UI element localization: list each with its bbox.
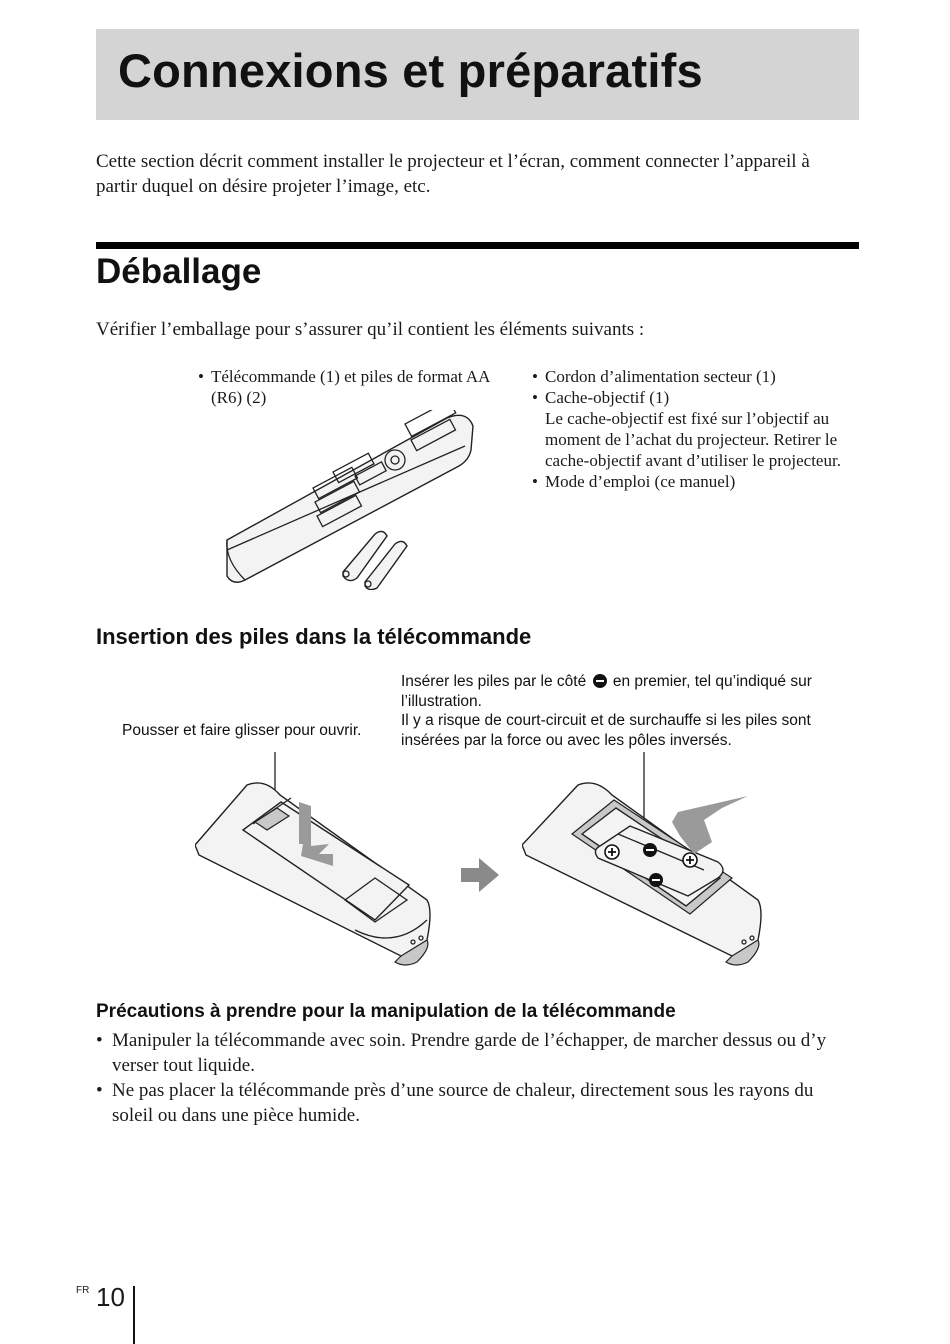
contents-item-remote: • Télécommande (1) et piles de format AA (R6) (2) xyxy=(198,366,508,408)
contents-list-right xyxy=(532,366,862,492)
caption-insert-part-b: en premier, tel qu’indiqué sur l’illustration. xyxy=(401,673,812,710)
lens-cap-label: Cache-objectif (1) xyxy=(545,388,670,407)
section-rule xyxy=(96,242,859,249)
section-title: Déballage xyxy=(96,252,262,291)
precaution-item: • Manipuler la télécommande avec soin. Prendre garde de l’échapper, de marcher dessus ou d’y verser tout liquide. xyxy=(96,1028,858,1078)
caption-slide-open: Pousser et faire glisser pour ouvrir. xyxy=(122,722,362,739)
precautions-list xyxy=(96,1028,858,1128)
contents-item-lens-cap xyxy=(532,387,862,471)
footer-rule xyxy=(133,1286,135,1344)
chapter-intro: Cette section décrit comment installer le projecteur et l’écran, comment connecter l’appareil à partir duquel on désire projeter l’image, etc. xyxy=(96,151,810,197)
contents-item-manual: • Mode d’emploi (ce manuel) xyxy=(532,471,862,492)
page-number: 10 xyxy=(96,1282,125,1312)
insert-batteries-illustration xyxy=(522,750,767,975)
open-cover-illustration xyxy=(195,750,435,975)
precautions-title: Précautions à prendre pour la manipulation de la télécommande xyxy=(96,1001,676,1022)
caption-insert-part-a: Insérer les piles par le côté xyxy=(401,673,587,690)
lens-cap-note: Le cache-objectif est fixé sur l’objectif au moment de l’achat du projecteur. Retirer le cache-objectif avant d’utiliser le projecteur. xyxy=(545,409,841,470)
contents-list-left xyxy=(198,366,508,408)
minus-terminal-icon xyxy=(593,674,607,688)
precaution-item: • Ne pas placer la télécommande près d’une source de chaleur, directement sous les rayons du soleil ou dans une pièce humide. xyxy=(96,1078,858,1128)
language-code: FR xyxy=(76,1285,90,1296)
right-arrow-icon xyxy=(461,858,499,892)
section-lead: Vérifier l’emballage pour s’assurer qu’il contient les éléments suivants : xyxy=(96,319,645,340)
subsection-title: Insertion des piles dans la télécommande xyxy=(96,624,532,649)
contents-item-power-cord: • Cordon d’alimentation secteur (1) xyxy=(532,366,862,387)
chapter-banner xyxy=(96,29,859,120)
battery-pair-icon xyxy=(343,531,407,589)
remote-and-batteries-illustration xyxy=(215,410,485,590)
caption-insert-warning: Il y a risque de court-circuit et de surchauffe si les piles sont insérées par la force ou avec les pôles inversés. xyxy=(401,712,811,749)
caption-insert-batteries xyxy=(401,672,861,750)
chapter-title: Connexions et préparatifs xyxy=(118,44,703,97)
